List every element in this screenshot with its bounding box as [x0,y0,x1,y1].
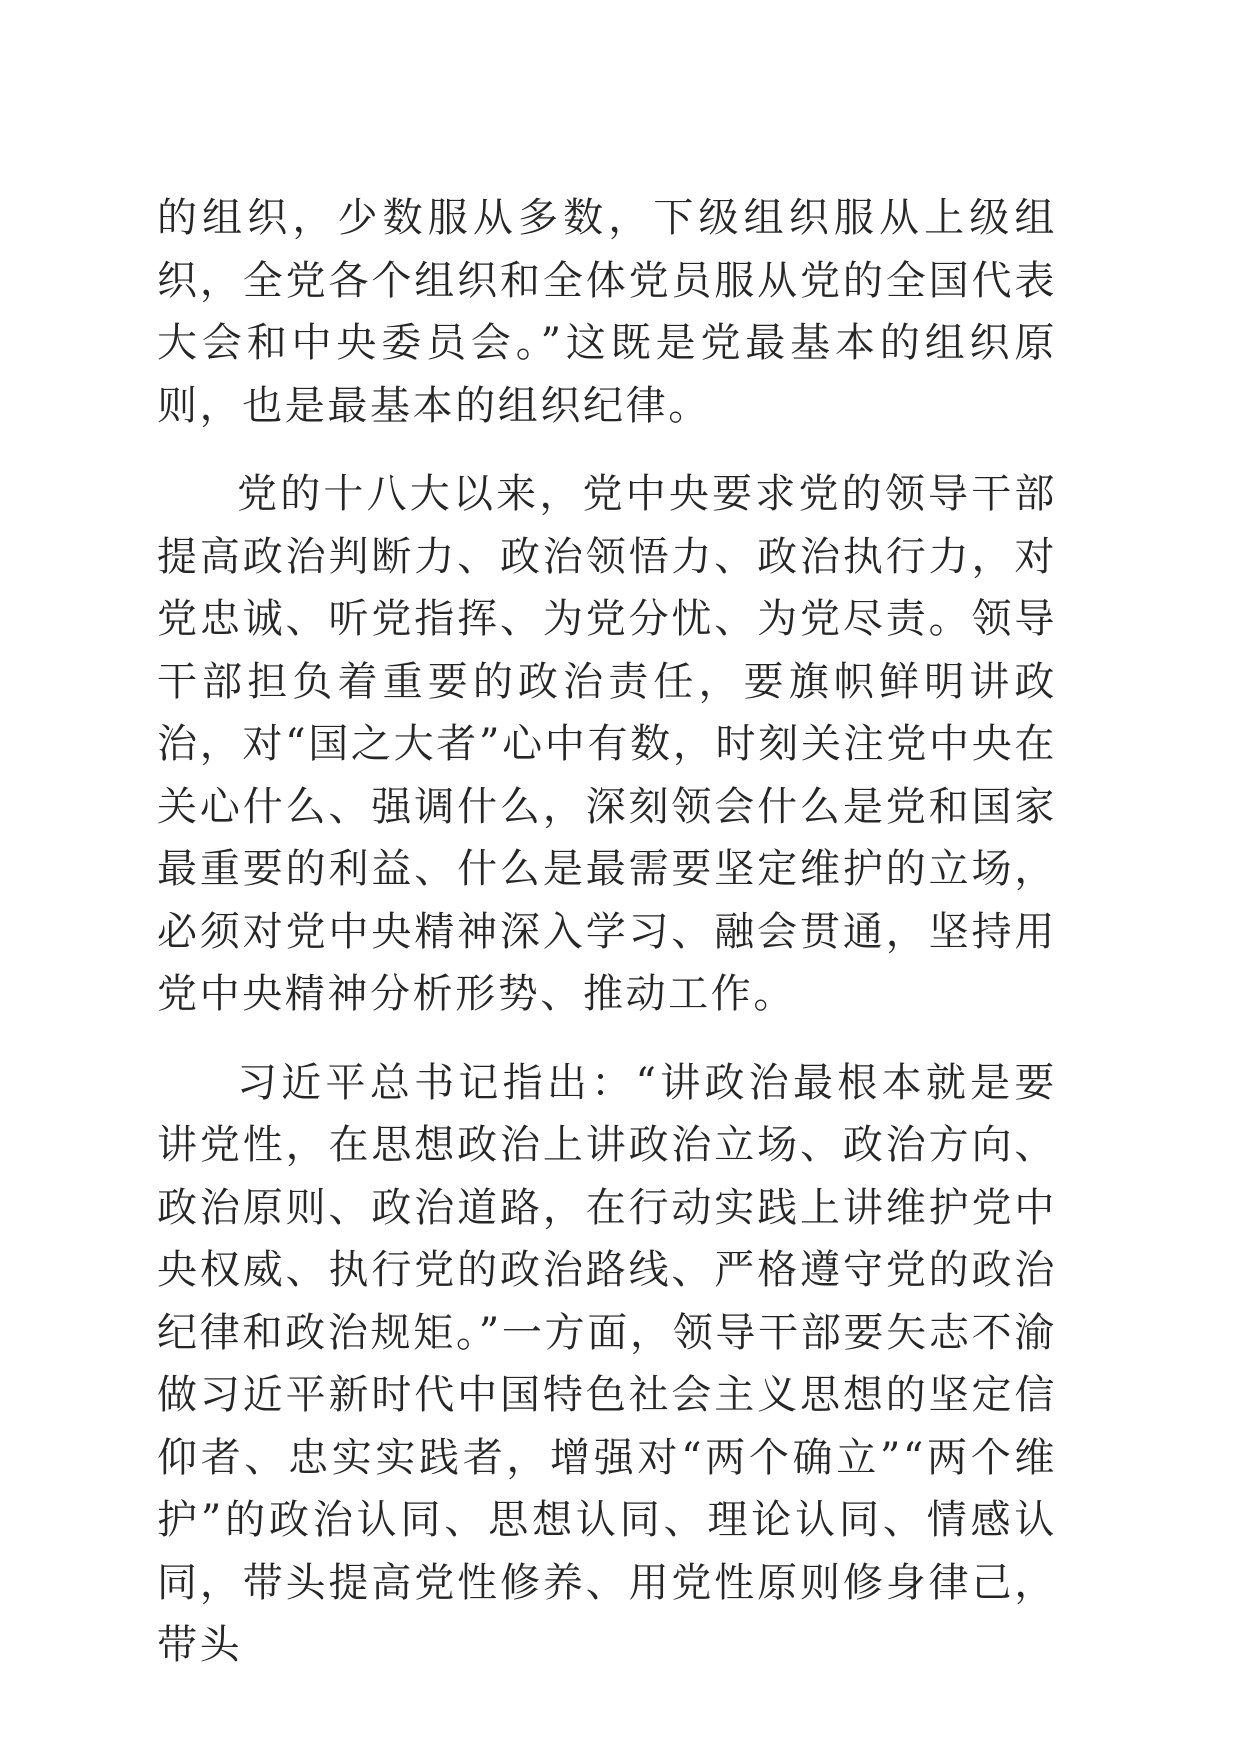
paragraph-party-spirit: 习近平总书记指出：“讲政治最根本就是要讲党性，在思想政治上讲政治立场、政治方向、政治原则、政治道路，在行动实践上讲维护党中央权威、执行党的政治路线、严格遵守党的政治纪律和政治规矩。”一方面，领导干部要矢志不渝做习近平新时代中国特色社会主义思想的坚定信仰者、忠实实践者，增强对“两个确立”“两个维护”的政治认同、思想认同、理论认同、情感认同，带头提高党性修养、用党性原则修身律己，带头 [157,1059,1057,1668]
paragraph-organization-principle: 的组织，少数服从多数，下级组织服从上级组织，全党各个组织和全体党员服从党的全国代表大会和中央委员会。”这既是党最基本的组织原则，也是最基本的组织纪律。 [157,195,1057,429]
document-body [157,187,1057,1703]
paragraph-political-requirements: 党的十八大以来，党中央要求党的领导干部提高政治判断力、政治领悟力、政治执行力，对党忠诚、听党指挥、为党分忧、为党尽责。领导干部担负着重要的政治责任，要旗帜鲜明讲政治，对“国之大者”心中有数，时刻关注党中央在关心什么、强调什么，深刻领会什么是党和国家最重要的利益、什么是最需要坚定维护的立场，必须对党中央精神深入学习、融会贯通，坚持用党中央精神分析形势、推动工作。 [157,471,1057,1017]
